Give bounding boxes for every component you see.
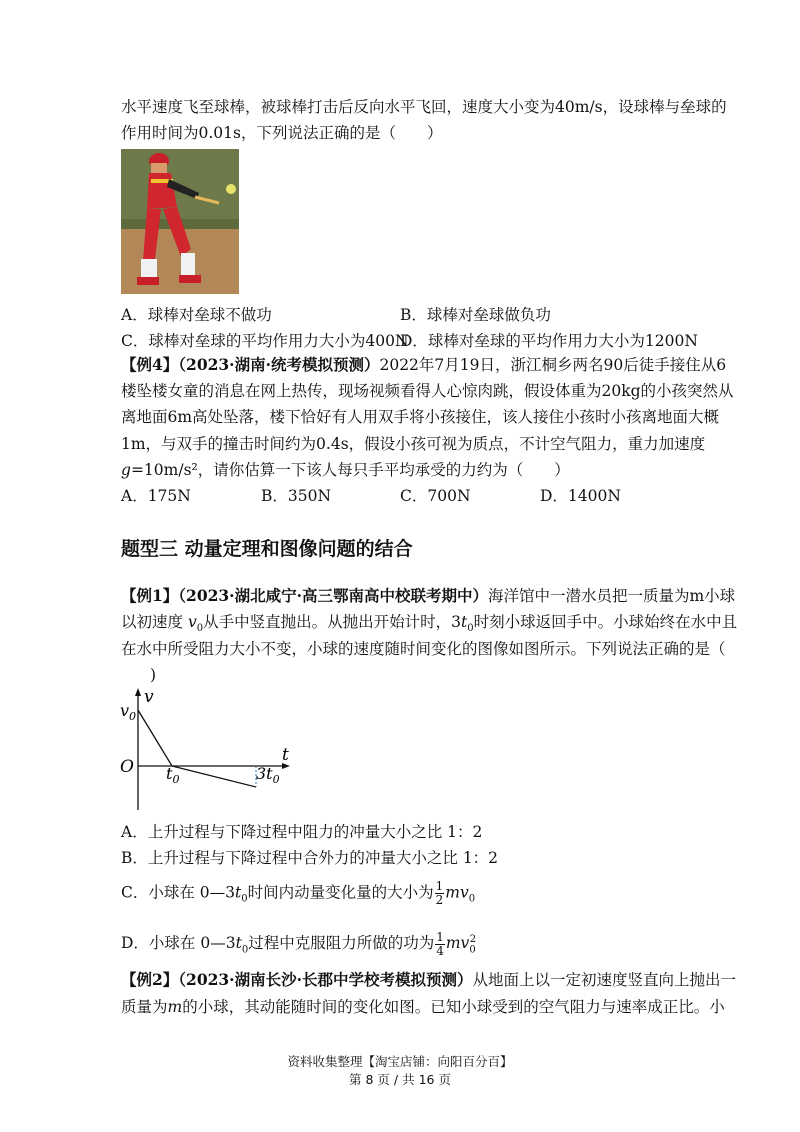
q3-option-a: A．球棒对垒球不做功 — [121, 306, 272, 324]
section-heading: 题型三 动量定理和图像问题的结合 — [121, 538, 413, 560]
ex1-option-a: A．上升过程与下降过程中阻力的冲量大小之比 1：2 — [121, 823, 483, 841]
ex4-tag: 【例4】（2023·湖南·统考模拟预测） — [121, 355, 380, 374]
ex1-option-c-t: t — [235, 883, 242, 902]
ex2-line2-a: 质量为 — [121, 998, 168, 1016]
ex1-option-d-sub: 0 — [241, 944, 249, 956]
origin-label: O — [120, 757, 134, 777]
t-axis-label: t — [282, 745, 289, 765]
ex1-v-symbol: v — [187, 613, 197, 631]
q3-option-b: B．球棒对垒球做负功 — [400, 306, 551, 324]
t3-label — [256, 764, 280, 786]
page-number: 第 8 页 / 共 16 页 — [349, 1072, 451, 1087]
ex4-line5-text: =10m/s²，请你估算一下该人每只手平均承受的力约为（ ） — [130, 461, 570, 479]
ex2-line1 — [121, 966, 736, 994]
ex1-option-d-fraction — [435, 931, 445, 958]
q3-option-c: C．球棒对垒球的平均作用力大小为400N — [121, 332, 409, 350]
ascent-line — [138, 710, 172, 766]
ex1-option-d-t: t — [235, 934, 242, 953]
t0-label-sub: 0 — [172, 773, 180, 786]
ex1-option-c-mid: 时间内动量变化量的大小为 — [247, 883, 434, 902]
ex1-option-d-mv: mv — [445, 934, 470, 953]
ex1-option-c-mv-sub: 0 — [468, 893, 476, 905]
t3-label-main: 3t — [256, 764, 273, 783]
v0-label-main: v — [120, 701, 130, 720]
q3-option-d: D．球棒对垒球的平均作用力大小为1200N — [400, 332, 698, 350]
q3-text-line2: 作用时间为0.01s，下列说法正确的是（ ） — [121, 124, 443, 142]
ex4-g-symbol: g — [121, 461, 131, 479]
v0-label-sub: 0 — [129, 710, 137, 723]
ex1-line3: 在水中所受阻力大小不变，小球的速度随时间变化的图像如图所示。下列说法正确的是（ — [121, 640, 726, 658]
ex1-option-d-numerator: 1 — [436, 929, 444, 944]
ex1-option-c-sub: 0 — [241, 893, 248, 905]
ex1-t-sub: 0 — [467, 623, 474, 635]
ex1-line2-a: 以初速度 — [121, 613, 188, 631]
ex1-line4: ) — [150, 666, 157, 684]
ex1-option-d-denominator: 4 — [436, 943, 444, 958]
ex1-line2-b: 从手中竖直抛出。从抛出开始计时，3 — [203, 613, 461, 631]
ex2-line2-b: 的小球，其动能随时间的变化如图。已知小球受到的空气阻力与速率成正比。小 — [182, 998, 725, 1016]
ex1-option-c — [121, 880, 475, 912]
ex4-line1 — [121, 351, 727, 379]
ex1-option-d — [121, 928, 476, 962]
ex2-line2 — [121, 993, 725, 1021]
descent-line — [172, 766, 256, 787]
ex1-option-c-pre: C．小球在 0—3 — [121, 883, 236, 902]
q3-text-line1: 水平速度飞至球棒，被球棒打击后反向水平飞回，速度大小变为40m/s，设球棒与垒球的 — [121, 98, 727, 116]
ex1-option-c-numerator: 1 — [435, 879, 444, 893]
ex4-line3: 离地面6m高处坠落，楼下恰好有人用双手将小孩接住，该人接住小孩时小孩离地面大概 — [121, 408, 720, 426]
ex4-option-d: D．1400N — [540, 487, 621, 505]
ex1-line2-c: 时刻小球返回手中。小球始终在水中且 — [473, 613, 738, 631]
ex4-line1-text: 2022年7月19日，浙江桐乡两名90后徒手接住从6 — [379, 356, 727, 374]
footer-source: 资料收集整理【淘宝店铺：向阳百分百】 — [287, 1054, 513, 1069]
ex1-option-c-fraction — [435, 880, 445, 907]
v-axis-arrow — [135, 688, 141, 696]
ex1-option-c-mv: mv — [445, 883, 469, 902]
ex4-line5 — [121, 456, 691, 484]
ex1-option-d-pre: D．小球在 0—3 — [121, 934, 236, 953]
ex2-line1-text: 从地面上以一定初速度竖直向上抛出一 — [472, 971, 736, 989]
ex1-option-d-mv-sub: 0 — [469, 944, 476, 956]
softball-batter-photo — [121, 149, 239, 294]
ex4-option-a: A．175N — [121, 487, 191, 505]
ex1-option-d-mv-sup: 2 — [469, 934, 477, 945]
t3-label-sub: 0 — [272, 773, 280, 786]
ex2-tag: 【例2】（2023·湖南长沙·长郡中学校考模拟预测） — [121, 970, 473, 989]
ex1-option-c-denominator: 2 — [435, 893, 444, 907]
ex1-v-sub: 0 — [196, 623, 204, 635]
ex1-tag: 【例1】（2023·湖北咸宁·高三鄂南高中校联考期中） — [121, 586, 488, 605]
ex4-option-b: B．350N — [261, 487, 332, 505]
v0-label — [120, 701, 136, 723]
ex2-m-symbol: m — [167, 998, 183, 1016]
ex4-line4: 1m，与双手的撞击时间约为0.4s，假设小孩可视为质点，不计空气阻力，重力加速度 — [121, 435, 706, 453]
ex1-option-b: B．上升过程与下降过程中合外力的冲量大小之比 1：2 — [121, 849, 499, 867]
ex1-line1 — [121, 582, 736, 610]
v-axis-label: v — [144, 687, 154, 707]
ex1-option-d-mid: 过程中克服阻力所做的功为 — [248, 934, 435, 953]
ex4-option-c: C．700N — [400, 487, 471, 505]
ex1-t-symbol: t — [460, 613, 468, 631]
ex4-line2: 楼坠楼女童的消息在网上热传，现场视频看得人心惊肉跳，假设体重为20kg的小孩突然从 — [121, 382, 734, 400]
velocity-time-graph — [116, 686, 306, 816]
ex1-line1-text: 海洋馆中一潜水员把一质量为m小球 — [487, 587, 736, 605]
t0-label-main: t — [166, 764, 173, 783]
